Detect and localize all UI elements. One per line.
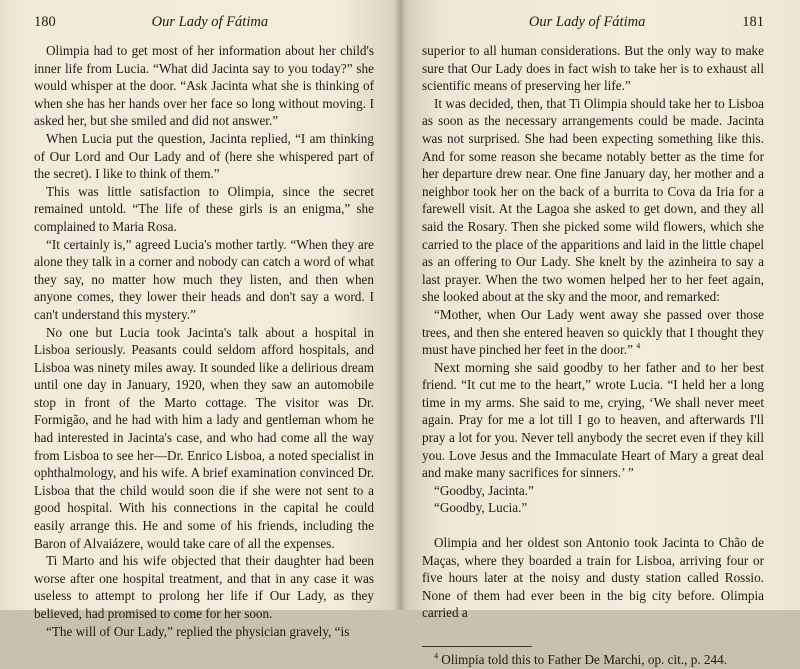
paragraph: “Goodby, Lucia.” bbox=[434, 500, 528, 516]
footnote-text: Olimpia told this to Father De Marchi, op. cit., p. 244. bbox=[441, 652, 727, 667]
left-page bbox=[0, 0, 400, 639]
left-page-text bbox=[34, 42, 374, 640]
footnote-reference: 4 bbox=[636, 341, 641, 351]
paragraph-text: “Mother, when Our Lady went away she passed over those trees, and then she entered heaven so quickly that I thought they must have pinched her feet in the door.” bbox=[422, 306, 764, 358]
paragraph-with-footnote bbox=[422, 306, 764, 359]
left-running-title: Our Lady of Fátima bbox=[151, 14, 269, 30]
right-page-number: 181 bbox=[742, 14, 764, 30]
paragraph: “The will of Our Lady,” replied the physician gravely, “is bbox=[46, 623, 350, 639]
right-page-text bbox=[422, 42, 764, 669]
paragraph: Olimpia and her oldest son Antonio took Jacinta to Chão de Maças, where they boarded a train for Lisboa, arriving four or five hours later at the noisy and dusty station called Rossio. None of them had ever been in the big city before. Olimpia carried a bbox=[422, 535, 764, 621]
paragraph-continuation: superior to all human considerations. But the only way to make sure that Our Lady does in fact wish to take her is to exhaust all scientific means of preserving her life.” bbox=[422, 43, 764, 94]
right-running-head bbox=[422, 14, 764, 36]
paragraph: When Lucia put the question, Jacinta replied, “I am thinking of Our Lord and Our Lady and of (here she whispered part of the secret). I like to think of them.” bbox=[34, 130, 374, 182]
paragraph: No one but Lucia took Jacinta's talk about a hospital in Lisboa seriously. Peasants could seldom afford hospitals, and Lisboa was ninety miles away. It sounded like a delirious dream until one day in January, 1920, when they saw an automobile stop in front of the Marto cottage. The visitor was Dr. Formigão, and he had with him a lady and gentleman whom he had interested in Jacinta's case, and who had come all the way from Lisboa to see her—Dr. Enrico Lisboa, a noted specialist in ophthalmology, and his wife. A brief examination convinced Dr. Lisboa that the child would soon die if she were not sent to a good hospital. With his connections in the capital he could easily arrange this. He and some of his friends, including the Baron of Alvaiázere, would take care of all the expenses. bbox=[34, 324, 374, 551]
paragraph: “Goodby, Jacinta.” bbox=[434, 482, 534, 498]
paragraph: It was decided, then, that Ti Olimpia should take her to Lisboa as soon as the necessary arrangements could be made. Jacinta was not surprised. She had been expecting something like this. And for some reason she became notably better as the time for her departure drew near. One fine January day, her mother and a neighbor took her on the back of a burrita to Cova da Iria for a farewell visit. At the Lagoa she asked to get down, and they all said the Rosary. Then she picked some wild flowers, which she carried to the place of the apparitions and laid in the little chapel as an offering to Our Lady. She knelt by the azinheira to say a last prayer. When the two women helped her to her feet again, she looked about at the sky and the moor, and remarked: bbox=[422, 95, 764, 305]
footnote-marker: 4 bbox=[434, 651, 438, 661]
paragraph: This was little satisfaction to Olimpia, since the secret remained untold. “The life of these girls is an enigma,” she complained to Maria Rosa. bbox=[34, 183, 374, 234]
left-page-number: 180 bbox=[34, 14, 56, 30]
right-page bbox=[400, 0, 800, 667]
right-running-title: Our Lady of Fátima bbox=[528, 14, 646, 30]
paragraph: Olimpia had to get most of her information about her child's inner life from Lucia. “What did Jacinta say to you today?” she would whisper at the door. “Ask Jacinta what she is thinking of when she has her hands over her face so long without moving. I asked her, but she smiled and did not answer.” bbox=[34, 43, 374, 129]
paragraph: Next morning she said goodby to her father and to her best friend. “It cut me to the heart,” wrote Lucia. “I held her a long time in my arms. She said to me, crying, ‘We shall never meet again. Pray for me a lot till I go to heaven, and afterwards I'll pray a lot for you. Never tell anybody the secret even if they kill you. Love Jesus and the Immaculate Heart of Mary a great deal and make many sacrifices for sinners.’ ” bbox=[422, 359, 764, 481]
footnote bbox=[422, 651, 764, 669]
paragraph: Ti Marto and his wife objected that their daughter had been worse after one hospital treatment, and that in any case it was useless to attempt to prolong her life if Our Lady, as they believed, had promised to come for her soon. bbox=[34, 553, 374, 621]
footnote-divider bbox=[422, 646, 532, 647]
left-running-head bbox=[34, 14, 374, 36]
paragraph: “It certainly is,” agreed Lucia's mother tartly. “When they are alone they talk in a corner and nobody can catch a word of what they say, no matter how much they listen, and then when anyone comes, they lower their heads and don't say a word. I can't understand this mystery.” bbox=[34, 236, 374, 322]
